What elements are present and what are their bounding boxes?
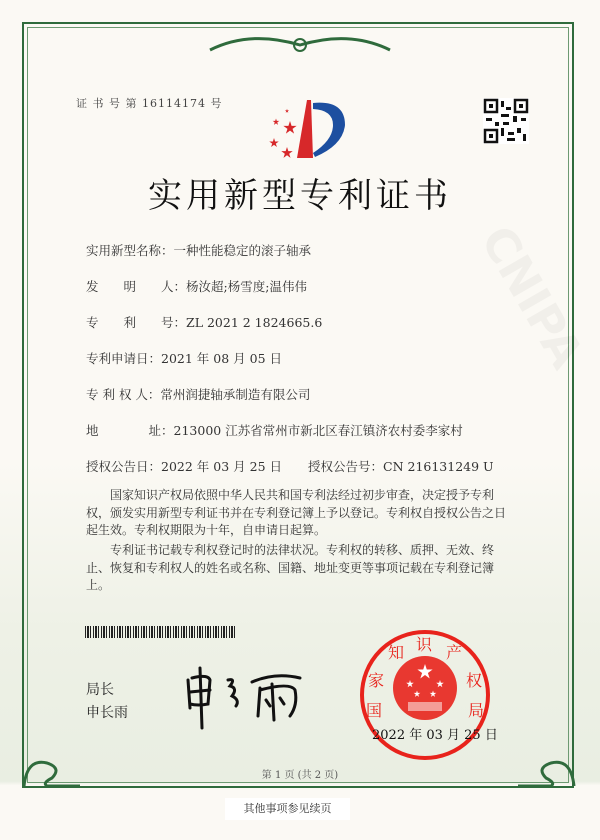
field-grant-date: [86, 457, 282, 475]
svg-text:权: 权: [466, 671, 483, 690]
field-label: 专利申请日：: [86, 351, 162, 366]
qr-code: [483, 98, 529, 144]
field-application-date: [86, 349, 282, 367]
field-label: 专 利 权 人：: [86, 387, 161, 402]
field-value: 常州润捷轴承制造有限公司: [160, 387, 311, 402]
certificate-number: 证 书 号 第 16114174 号: [76, 97, 223, 110]
legal-status-paragraph: 专利证书记载专利权登记时的法律状况。专利权的转移、质押、无效、终止、恢复和专利权人的姓名或名称、国籍、地址变更等事项记载在专利登记簿上。: [86, 543, 495, 592]
svg-text:国: 国: [366, 701, 383, 720]
signatory-title: 局长: [86, 682, 114, 698]
field-value: ZL 2021 2 1824665.6: [186, 315, 323, 330]
field-grant-number: [308, 457, 494, 475]
svg-text:产: 产: [446, 643, 463, 662]
field-value: 2021 年 08 月 05 日: [161, 351, 283, 366]
top-ornament: [200, 30, 400, 60]
field-value: 2022 年 03 月 25 日: [161, 459, 283, 474]
field-utility-model-name: [86, 241, 311, 259]
field-label: 授权公告日：: [86, 459, 162, 474]
svg-text:识: 识: [416, 635, 433, 654]
field-value: 一种性能稳定的滚子轴承: [173, 243, 312, 258]
field-label: 地 址：: [86, 423, 174, 438]
continuation-note: 其他事项参见续页: [225, 798, 350, 820]
cnipa-logo: [255, 95, 355, 165]
grant-statement-paragraph: 国家知识产权局依照中华人民共和国专利法经过初步审查，决定授予专利权，颁发实用新型专利证书并在专利登记簿上予以登记。专利权自授权公告之日起生效。专利权期限为十年，自申请日起算。: [86, 488, 507, 537]
handwritten-signature: [180, 660, 310, 730]
certificate-title: 实用新型专利证书: [148, 176, 452, 216]
field-label: 专 利 号：: [86, 315, 187, 330]
field-inventors: [86, 277, 307, 295]
svg-text:知: 知: [388, 643, 405, 662]
field-address: [86, 421, 463, 439]
field-value: CN 216131249 U: [383, 459, 494, 474]
seal-date: 2022 年 03 月 25 日: [372, 728, 498, 743]
field-label: 授权公告号：: [308, 459, 384, 474]
field-label: 发 明 人：: [86, 279, 187, 294]
field-patentee: [86, 385, 310, 403]
svg-text:局: 局: [468, 701, 485, 720]
page-indicator: 第 1 页 (共 2 页): [261, 770, 339, 781]
svg-text:家: 家: [368, 671, 385, 690]
signatory-name: 申长雨: [86, 705, 128, 721]
field-value: 杨汝超;杨雪度;温伟伟: [186, 279, 307, 294]
barcode: [85, 626, 237, 638]
field-patent-number: [86, 313, 322, 331]
field-value: 213000 江苏省常州市新北区春江镇济农村委李家村: [173, 423, 463, 438]
field-label: 实用新型名称：: [86, 243, 174, 258]
